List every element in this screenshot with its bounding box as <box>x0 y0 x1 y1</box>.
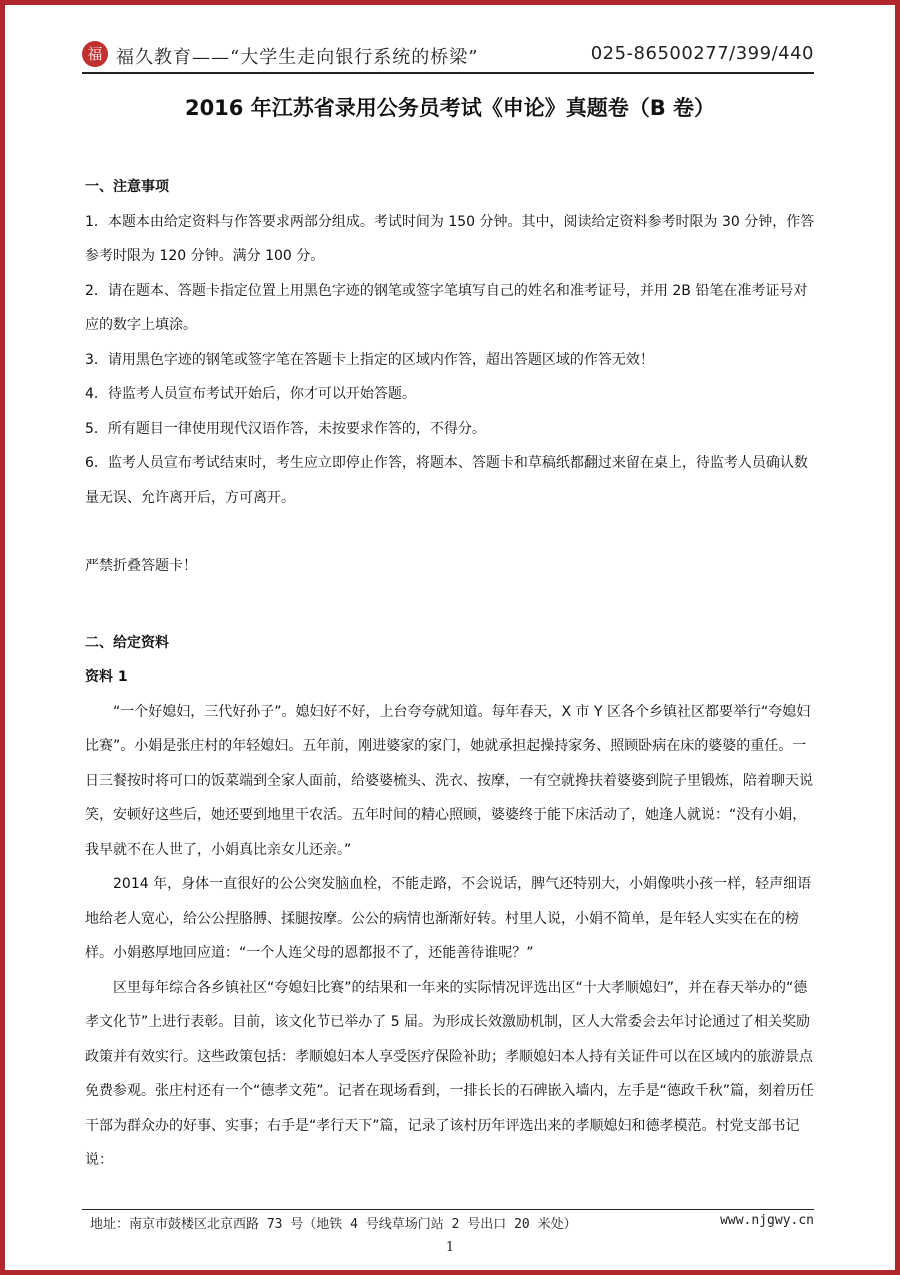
header-phone: 025-86500277/399/440 <box>590 43 814 64</box>
footer-website-link[interactable]: www.njgwy.cn <box>720 1213 814 1228</box>
logo-icon: 福 <box>82 41 108 67</box>
section-heading-notes: 一、注意事项 <box>85 179 169 195</box>
document-title: 2016 年江苏省录用公务员考试《申论》真题卷（B 卷） <box>184 96 716 120</box>
material-paragraph: 2014 年，身体一直很好的公公突发脑血栓，不能走路，不会说话，脾气还特别大，小娟像哄小孩一样，轻声细语地给老人宽心，给公公捏胳膊、揉腿按摩。公公的病情也渐渐好转。村里人说，小娟不简单，是年轻人实实在在的榜样。小娟憨厚地回应道：“一个人连父母的恩都报不了，还能善待谁呢？” <box>85 876 812 961</box>
note-item: 6．监考人员宣布考试结束时，考生应立即停止作答，将题本、答题卡和草稿纸都翻过来留在桌上，待监考人员确认数量无误、允许离开后，方可离开。 <box>85 455 808 506</box>
material-paragraph: “一个好媳妇，三代好孙子”。媳妇好不好，上台夸夸就知道。每年春天，X 市 Y 区各个乡镇社区都要举行“夸媳妇比赛”。小娟是张庄村的年轻媳妇。五年前，刚进婆家的家门，她就承担起操持家务、照顾卧病在床的婆婆的重任。一日三餐按时将可口的饭菜端到全家人面前，给婆婆梳头、洗衣、按摩，一有空就搀扶着婆婆到院子里锻炼，陪着聊天说笑，安顿好这些后，她还要到地里干农活。五年时间的精心照顾，婆婆终于能下床活动了，她逢人就说：“没有小娟，我早就不在人世了，小娟真比亲女儿还亲。” <box>85 703 813 858</box>
note-item: 1．本题本由给定资料与作答要求两部分组成。考试时间为 150 分钟。其中，阅读给定资料参考时限为 30 分钟，作答参考时限为 120 分钟。满分 100 分。 <box>85 213 815 264</box>
note-item: 2．请在题本、答题卡指定位置上用黑色字迹的钢笔或签字笔填写自己的姓名和准考证号，并用 2B 铅笔在准考证号对应的数字上填涂。 <box>85 282 808 333</box>
page-number: 1 <box>445 1240 455 1255</box>
footer-address: 地址：南京市鼓楼区北京西路 73 号（地铁 4 号线草场门站 2 号出口 20 米处） <box>90 1217 577 1232</box>
document-body <box>85 170 815 1178</box>
footer-divider <box>82 1209 814 1210</box>
header-slogan: 福久教育——“大学生走向银行系统的桥梁” <box>116 47 479 68</box>
note-item: 4．待监考人员宣布考试开始后，你才可以开始答题。 <box>85 386 416 402</box>
material-title: 资料 1 <box>85 669 128 685</box>
page-header <box>82 38 814 74</box>
note-item: 5．所有题目一律使用现代汉语作答，未按要求作答的，不得分。 <box>85 420 486 437</box>
warning-text: 严禁折叠答题卡！ <box>85 558 197 574</box>
note-item: 3．请用黑色字迹的钢笔或签字笔在答题卡上指定的区域内作答，超出答题区域的作答无效！ <box>85 351 654 368</box>
material-paragraph: 区里每年综合各乡镇社区“夸媳妇比赛”的结果和一年来的实际情况评选出区“十大孝顺媳妇”，并在春天举办的“德孝文化节”上进行表彰。目前，该文化节已举办了 5 届。为形成长效激励机制，区人大常委会去年讨论通过了相关奖励政策并有效实行。这些政策包括：孝顺媳妇本人享受医疗保险补助；孝顺媳妇本人持有关证件可以在区域内的旅游景点免费参观。张庄村还有一个“德孝文苑”。记者在现场看到，一排长长的石碑嵌入墙内，左手是“德政千秋”篇，刻着历任干部为群众办的好事、实事；右手是“孝行天下”篇，记录了该村历年评选出来的孝顺媳妇和德孝模范。村党支部书记说： <box>85 979 815 1168</box>
section-heading-materials: 二、给定资料 <box>85 634 169 651</box>
